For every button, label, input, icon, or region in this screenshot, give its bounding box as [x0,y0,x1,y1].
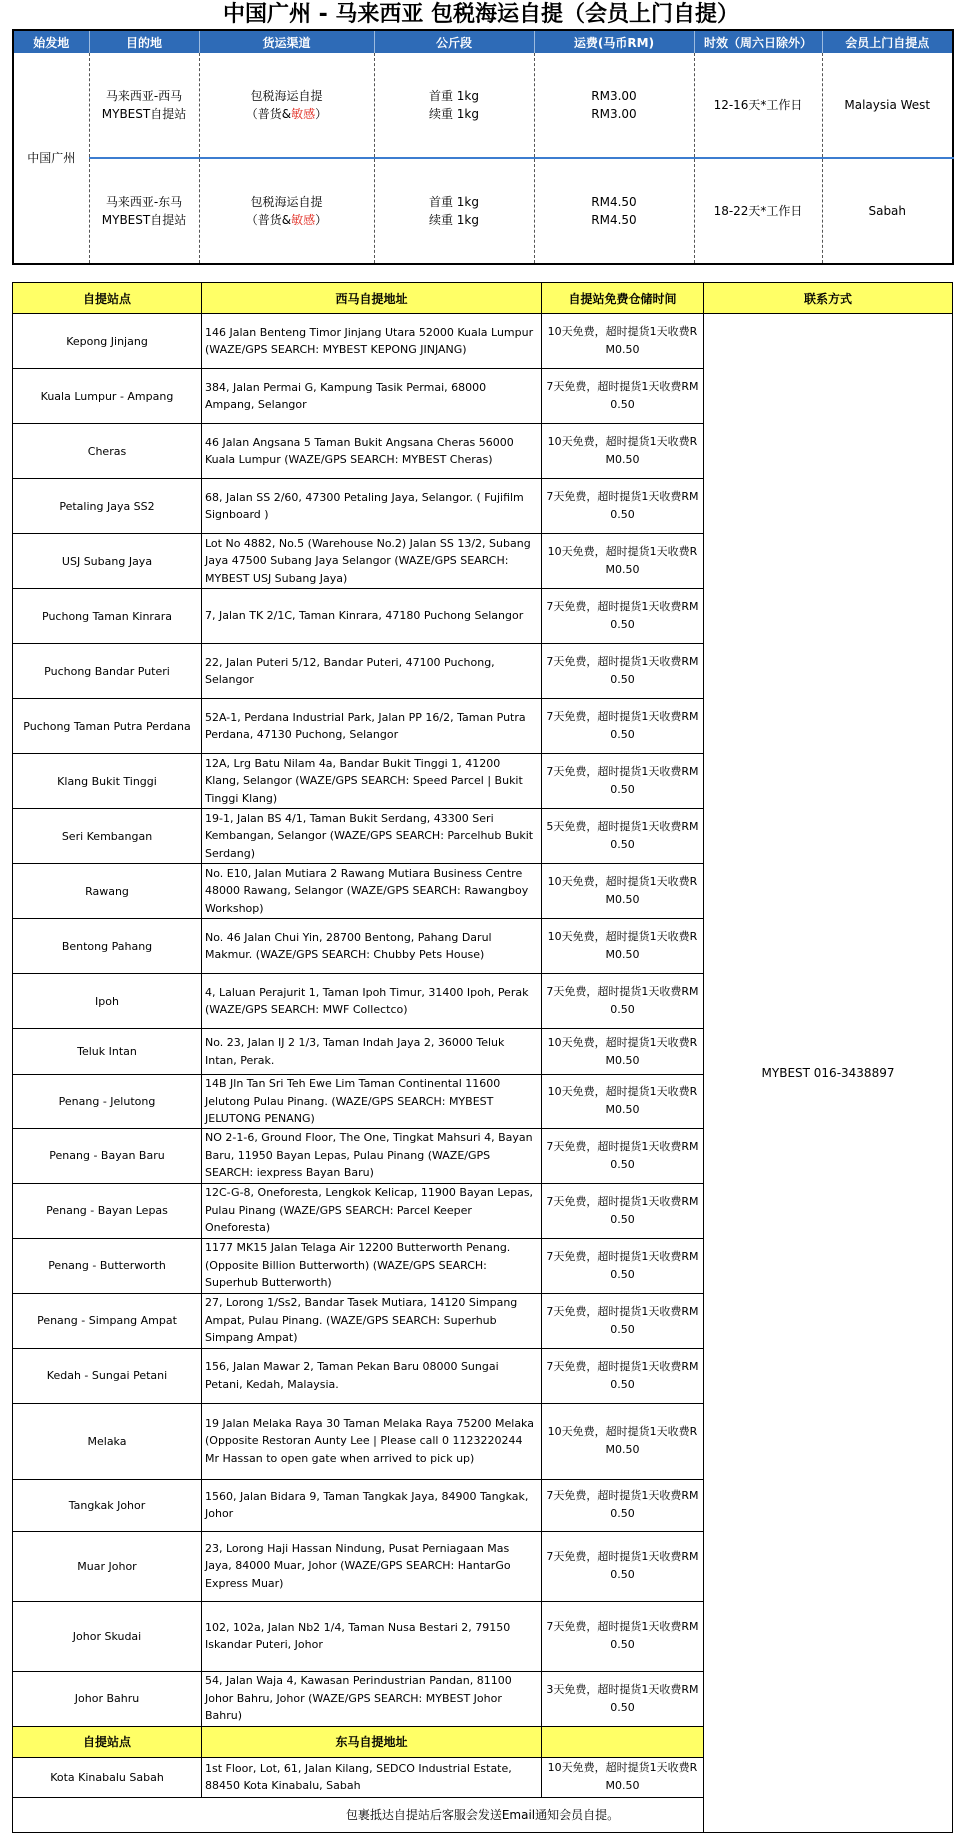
station-name: Kedah - Sungai Petani [13,1348,202,1403]
sensitive-label: 敏感 [291,107,316,121]
header-origin: 始发地 [13,30,89,53]
station-name: Ipoh [13,974,202,1029]
pickup-header-row [13,283,953,314]
station-name: Melaka [13,1403,202,1479]
station-name: Seri Kembangan [13,809,202,864]
station-address: 102, 102a, Jalan Nb2 1/4, Taman Nusa Bestari 2, 79150 Iskandar Puteri, Johor [202,1601,542,1671]
header-contact: 联系方式 [704,283,953,314]
station-name: Puchong Taman Putra Perdana [13,699,202,754]
time-cell: 18-22天*工作日 [694,158,822,264]
station-address: 156, Jalan Mawar 2, Taman Pekan Baru 08000 Sungai Petani, Kedah, Malaysia. [202,1348,542,1403]
station-name: Penang - Simpang Ampat [13,1293,202,1348]
station-name: Johor Bahru [13,1671,202,1726]
header-station: 自提站点 [13,283,202,314]
station-name: Penang - Bayan Lepas [13,1183,202,1238]
free-storage-terms: 7天免费，超时提货1天收费RM0.50 [542,1601,704,1671]
free-storage-terms: 10天免费，超时提货1天收费RM0.50 [542,864,704,919]
station-address: 1560, Jalan Bidara 9, Taman Tangkak Jaya, 84900 Tangkak, Johor [202,1479,542,1531]
station-address: 4, Laluan Perajurit 1, Taman Ipoh Timur, 31400 Ipoh, Perak (WAZE/GPS SEARCH: MWF Collectco) [202,974,542,1029]
header-fee: 运费(马币RM) [534,30,694,53]
station-address: 52A-1, Perdana Industrial Park, Jalan PP 16/2, Taman Putra Perdana, 47130 Puchong, Selangor [202,699,542,754]
pickup-cell: Sabah [822,158,953,264]
header-empty [542,1726,704,1757]
station-name: Tangkak Johor [13,1479,202,1531]
station-name: Cheras [13,424,202,479]
free-storage-terms: 3天免费，超时提货1天收费RM0.50 [542,1671,704,1726]
free-storage-terms: 7天免费，超时提货1天收费RM0.50 [542,1128,704,1183]
station-address: 12C-G-8, Oneforesta, Lengkok Kelicap, 11900 Bayan Lepas, Pulau Pinang (WAZE/GPS SEARCH: Parcel Keeper Oneforesta) [202,1183,542,1238]
station-name: Muar Johor [13,1531,202,1601]
shipping-row-east [13,158,953,264]
free-storage-terms: 10天免费，超时提货1天收费RM0.50 [542,1075,704,1129]
destination-cell: 马来西亚-东马 MYBEST自提站 [89,158,199,264]
station-address: 23, Lorong Haji Hassan Nindung, Pusat Perniagaan Mas Jaya, 84000 Muar, Johor (WAZE/GPS SEARCH: HantarGo Express Muar) [202,1531,542,1601]
station-address: 19-1, Jalan BS 4/1, Taman Bukit Serdang, 43300 Seri Kembangan, Selangor (WAZE/GPS SEARCH: Parcelhub Bukit Serdang) [202,809,542,864]
free-storage-terms: 7天免费，超时提货1天收费RM0.50 [542,699,704,754]
header-weight: 公斤段 [374,30,534,53]
free-storage-terms: 10天免费，超时提货1天收费RM0.50 [542,1757,704,1797]
station-address: Lot No 4882, No.5 (Warehouse No.2) Jalan SS 13/2, Subang Jaya 47500 Subang Jaya Selangor (WAZE/GPS SEARCH: MYBEST USJ Subang Jaya) [202,534,542,589]
shipping-header-row [13,30,953,53]
free-storage-terms: 7天免费，超时提货1天收费RM0.50 [542,1479,704,1531]
station-address: 46 Jalan Angsana 5 Taman Bukit Angsana Cheras 56000 Kuala Lumpur (WAZE/GPS SEARCH: MYBEST Cheras) [202,424,542,479]
header-channel: 货运渠道 [199,30,374,53]
header-pickup-point: 会员上门自提点 [822,30,953,53]
channel-cell: 包税海运自提 （普货&敏感） [199,53,374,158]
station-name: Puchong Bandar Puteri [13,644,202,699]
free-storage-terms: 7天免费，超时提货1天收费RM0.50 [542,1293,704,1348]
station-address: 7, Jalan TK 2/1C, Taman Kinrara, 47180 Puchong Selangor [202,589,542,644]
station-name: Petaling Jaya SS2 [13,479,202,534]
weight-cell: 首重 1kg 续重 1kg [374,53,534,158]
fee-cell: RM3.00 RM3.00 [534,53,694,158]
station-name: Puchong Taman Kinrara [13,589,202,644]
station-address: No. 23, Jalan IJ 2 1/3, Taman Indah Jaya 2, 36000 Teluk Intan, Perak. [202,1029,542,1075]
station-name: Johor Skudai [13,1601,202,1671]
station-address: 27, Lorong 1/Ss2, Bandar Tasek Mutiara, 14120 Simpang Ampat, Pulau Pinang. (WAZE/GPS SEARCH: Superhub Simpang Ampat) [202,1293,542,1348]
station-name: Kepong Jinjang [13,314,202,369]
header-west-address: 西马自提地址 [202,283,542,314]
header-east-address: 东马自提地址 [202,1726,542,1757]
free-storage-terms: 7天免费，超时提货1天收费RM0.50 [542,1238,704,1293]
station-name: USJ Subang Jaya [13,534,202,589]
fee-cell: RM4.50 RM4.50 [534,158,694,264]
note-row [13,1797,953,1832]
free-storage-terms: 7天免费，超时提货1天收费RM0.50 [542,1531,704,1601]
station-address: NO 2-1-6, Ground Floor, The One, Tingkat Mahsuri 4, Bayan Baru, 11950 Bayan Lepas, Pulau Pinang (WAZE/GPS SEARCH: iexpress Bayan Baru) [202,1128,542,1183]
station-address: 68, Jalan SS 2/60, 47300 Petaling Jaya, Selangor. ( Fujifilm Signboard ) [202,479,542,534]
shipping-row-west [13,53,953,158]
free-storage-terms: 7天免费，超时提货1天收费RM0.50 [542,974,704,1029]
pickup-station-table [12,282,953,1833]
free-storage-terms: 7天免费，超时提货1天收费RM0.50 [542,479,704,534]
station-address: No. 46 Jalan Chui Yin, 28700 Bentong, Pahang Darul Makmur. (WAZE/GPS SEARCH: Chubby Pets House) [202,919,542,974]
destination-cell: 马来西亚-西马 MYBEST自提站 [89,53,199,158]
station-address: 12A, Lrg Batu Nilam 4a, Bandar Bukit Tinggi 1, 41200 Klang, Selangor (WAZE/GPS SEARCH: Speed Parcel | Bukit Tinggi Klang) [202,754,542,809]
page-title: 中国广州 - 马来西亚 包税海运自提（会员上门自提） [222,2,740,27]
station-address: 14B Jln Tan Sri Teh Ewe Lim Taman Continental 11600 Jelutong Pulau Pinang. (WAZE/GPS SEARCH: MYBEST JELUTONG PENANG) [202,1075,542,1129]
free-storage-terms: 7天免费，超时提货1天收费RM0.50 [542,754,704,809]
free-storage-terms: 10天免费，超时提货1天收费RM0.50 [542,424,704,479]
channel-cell: 包税海运自提 （普货&敏感） [199,158,374,264]
station-address: 19 Jalan Melaka Raya 30 Taman Melaka Raya 75200 Melaka (Opposite Restoran Aunty Lee | Please call 0 1123220244 Mr Hassan to open gate when arrived to pick up) [202,1403,542,1479]
free-storage-terms: 10天免费，超时提货1天收费RM0.50 [542,919,704,974]
station-name: Kuala Lumpur - Ampang [13,369,202,424]
contact-info: MYBEST 016-3438897 [704,314,953,1833]
free-storage-terms: 7天免费，超时提货1天收费RM0.50 [542,369,704,424]
station-address: 22, Jalan Puteri 5/12, Bandar Puteri, 47100 Puchong, Selangor [202,644,542,699]
free-storage-terms: 7天免费，超时提货1天收费RM0.50 [542,1183,704,1238]
pickup-notice: 包裹抵达自提站后客服会发送Email通知会员自提。 [13,1797,953,1832]
free-storage-terms: 7天免费，超时提货1天收费RM0.50 [542,644,704,699]
station-name: Teluk Intan [13,1029,202,1075]
pickup-cell: Malaysia West [822,53,953,158]
header-time: 时效（周六日除外） [694,30,822,53]
sensitive-label: 敏感 [291,213,316,227]
free-storage-terms: 5天免费，超时提货1天收费RM0.50 [542,809,704,864]
free-storage-terms: 10天免费，超时提货1天收费RM0.50 [542,1029,704,1075]
origin-cell: 中国广州 [27,151,76,165]
free-storage-terms: 10天免费，超时提货1天收费RM0.50 [542,534,704,589]
station-address: 54, Jalan Waja 4, Kawasan Perindustrian Pandan, 81100 Johor Bahru, Johor (WAZE/GPS SEARCH: MYBEST Johor Bahru) [202,1671,542,1726]
station-name: Penang - Bayan Baru [13,1128,202,1183]
station-address: 146 Jalan Benteng Timor Jinjang Utara 52000 Kuala Lumpur (WAZE/GPS SEARCH: MYBEST KEPONG JINJANG) [202,314,542,369]
shipping-rate-table [12,29,954,265]
station-address: 1177 MK15 Jalan Telaga Air 12200 Butterworth Penang. (Opposite Billion Butterworth) (WAZE/GPS SEARCH: Superhub Butterworth) [202,1238,542,1293]
pickup-row [13,314,953,369]
header-free-storage: 自提站免费仓储时间 [542,283,704,314]
station-name: Klang Bukit Tinggi [13,754,202,809]
station-address: 384, Jalan Permai G, Kampung Tasik Permai, 68000 Ampang, Selangor [202,369,542,424]
station-name: Penang - Jelutong [13,1075,202,1129]
free-storage-terms: 10天免费，超时提货1天收费RM0.50 [542,314,704,369]
weight-cell: 首重 1kg 续重 1kg [374,158,534,264]
station-name: Penang - Butterworth [13,1238,202,1293]
header-destination: 目的地 [89,30,199,53]
station-name: Kota Kinabalu Sabah [13,1757,202,1797]
free-storage-terms: 7天免费，超时提货1天收费RM0.50 [542,589,704,644]
station-address: 1st Floor, Lot, 61, Jalan Kilang, SEDCO Industrial Estate, 88450 Kota Kinabalu, Sabah [202,1757,542,1797]
header-station: 自提站点 [13,1726,202,1757]
station-address: No. E10, Jalan Mutiara 2 Rawang Mutiara Business Centre 48000 Rawang, Selangor (WAZE/GPS SEARCH: Rawangboy Workshop) [202,864,542,919]
station-name: Bentong Pahang [13,919,202,974]
time-cell: 12-16天*工作日 [694,53,822,158]
station-name: Rawang [13,864,202,919]
free-storage-terms: 10天免费，超时提货1天收费RM0.50 [542,1403,704,1479]
free-storage-terms: 7天免费，超时提货1天收费RM0.50 [542,1348,704,1403]
